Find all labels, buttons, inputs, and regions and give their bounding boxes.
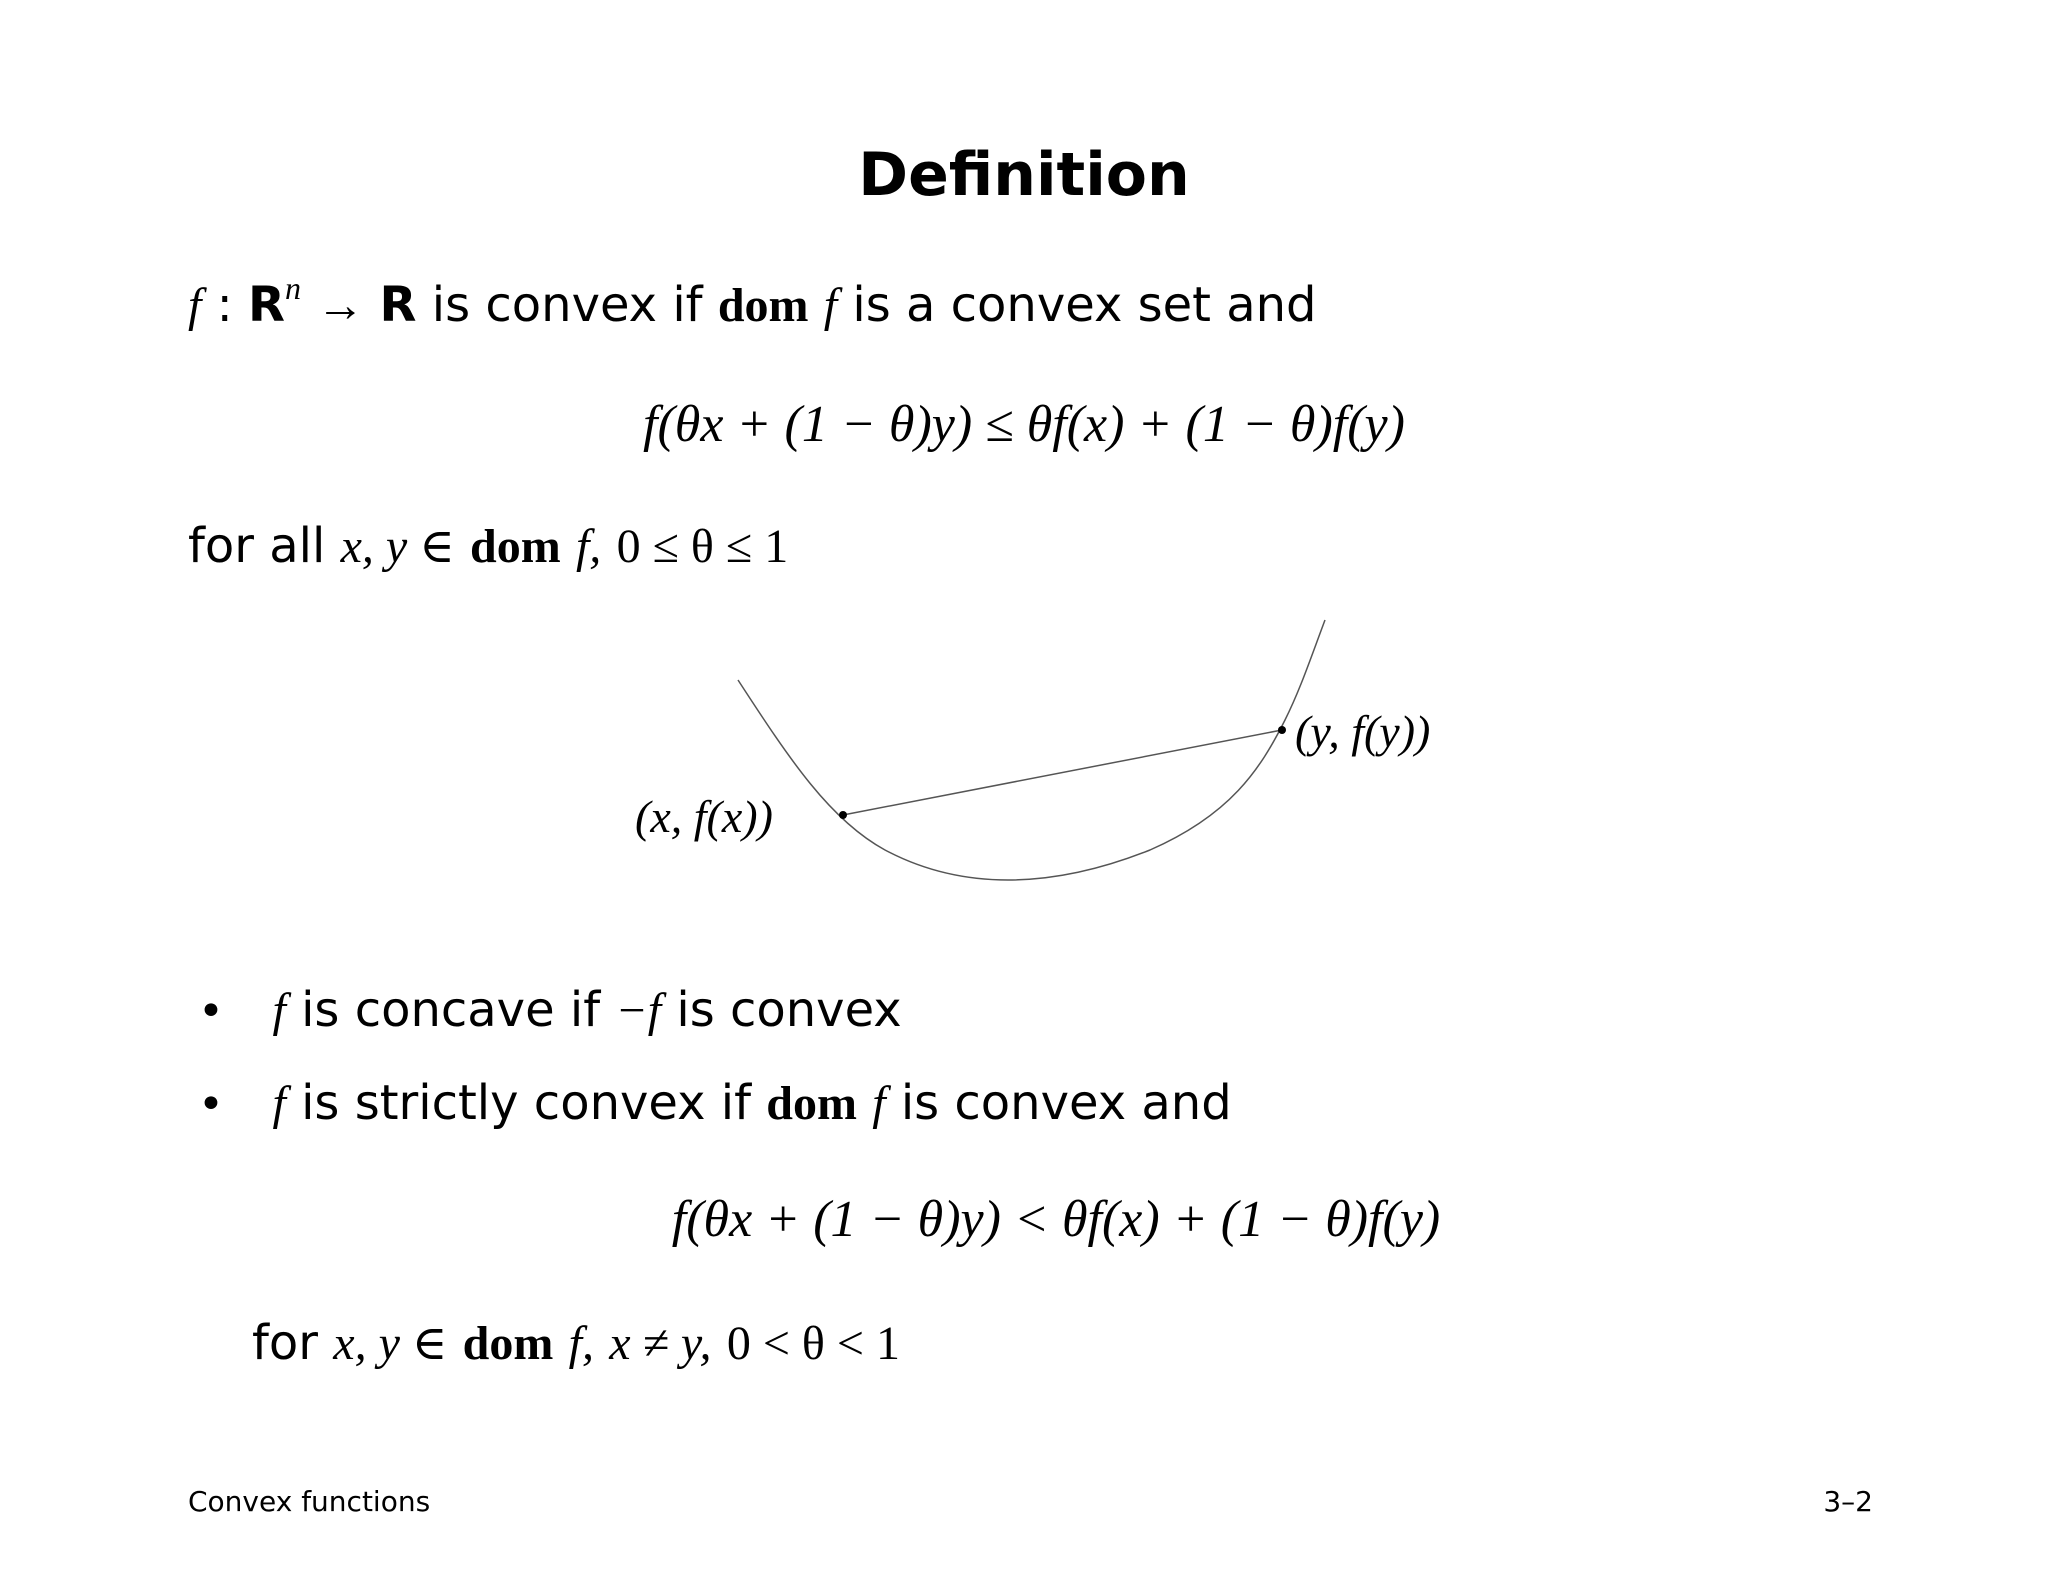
symbol-f: f, [575,520,602,573]
text-is-convex-and: is convex and [900,1075,1232,1131]
dom-operator: dom [717,279,809,332]
convex-curve [738,620,1325,880]
bullet-marker: • [198,1079,224,1130]
convexity-inequality: f(θx + (1 − θ)y) ≤ θf(x) + (1 − θ)f(y) [643,396,1405,453]
theta-range: 0 ≤ θ ≤ 1 [616,520,789,573]
text-convex-set-and: is a convex set and [852,277,1317,333]
text-for-all: for all [188,518,326,574]
text-for: for [252,1315,318,1371]
label-point-y: (y, f(y)) [1295,706,1431,757]
theta-range-strict: 0 < θ < 1 [726,1317,900,1370]
symbol-f-dom: f [872,1077,886,1130]
colon: : [216,277,233,333]
symbol-f: f [188,279,202,332]
text-is-strictly-convex-if: is strictly convex if [301,1075,751,1131]
symbol-reals: R [248,277,286,333]
bullet-concave [198,982,902,1038]
dom-operator: dom [766,1077,857,1130]
chord-line [843,730,1282,815]
symbol-f: f, [568,1317,594,1370]
vars-in: x, y ∈ [340,520,455,573]
symbol-reals-codomain: R [379,277,417,333]
symbol-arrow: → [316,279,365,332]
strict-condition-line [252,1315,900,1371]
symbol-f: f [272,984,286,1037]
point-y [1278,726,1286,734]
x-neq-y: x ≠ y, [609,1317,712,1370]
text-is-convex-if: is convex if [431,277,703,333]
symbol-neg-f: −f [615,984,662,1037]
symbol-f-dom: f [823,279,838,332]
dom-operator: dom [462,1317,554,1370]
dom-operator: dom [470,520,561,573]
text-is-convex: is convex [676,982,902,1038]
strict-convexity-inequality: f(θx + (1 − θ)y) < θf(x) + (1 − θ)f(y) [671,1191,1441,1248]
vars-in: x, y ∈ [333,1317,448,1370]
label-point-x: (x, f(x)) [635,791,773,842]
point-x [839,811,847,819]
footer-page-number: 3–2 [1823,1485,1873,1518]
symbol-n: n [285,270,302,306]
symbol-f: f [272,1077,286,1130]
text-is-concave-if: is concave if [301,982,601,1038]
footer-section-title: Convex functions [188,1485,431,1518]
slide-title: Definition [858,140,1190,210]
bullet-strictly-convex [198,1075,1232,1131]
bullet-marker: • [198,986,224,1037]
